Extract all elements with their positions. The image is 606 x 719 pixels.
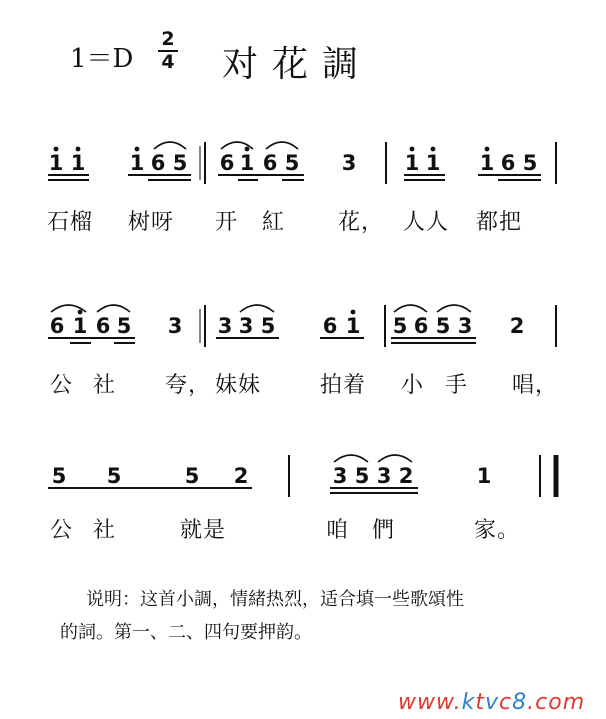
explanation-line-2: 的詞。第一、二、四句要押韵。 xyxy=(60,622,312,643)
octave-dot xyxy=(135,147,140,152)
watermark-char: o xyxy=(548,690,563,715)
note-digit: 5 xyxy=(51,464,67,488)
note-digit: 1 xyxy=(345,314,361,338)
note-digit: 6 xyxy=(262,151,278,175)
lyric-word: 夸， xyxy=(165,373,212,398)
note-digit: 6 xyxy=(95,314,111,338)
note-digit: 5 xyxy=(522,151,538,175)
note-digit: 1 xyxy=(239,151,255,175)
lyric-word: 开 xyxy=(215,210,239,235)
lyric-word: 人人 xyxy=(403,210,450,235)
song-title: 对花調 xyxy=(222,44,373,85)
note-digit: 3 xyxy=(167,314,183,338)
watermark-char: k xyxy=(461,690,476,715)
lyric-word: 公 xyxy=(50,373,74,398)
watermark-char: . xyxy=(527,690,536,715)
slur xyxy=(240,305,274,312)
lyric-word: 們 xyxy=(372,518,396,543)
note-digit: 1 xyxy=(479,151,495,175)
note-digit: 6 xyxy=(49,314,65,338)
note-digit: 2 xyxy=(398,464,414,488)
note-digit: 1 xyxy=(425,151,441,175)
note-digit: 5 xyxy=(284,151,300,175)
watermark-char: v xyxy=(484,690,500,715)
slur xyxy=(97,305,130,312)
slur xyxy=(437,305,471,312)
lyric-word: 家。 xyxy=(474,518,521,543)
note-digit: 1 xyxy=(129,151,145,175)
watermark-char: w xyxy=(417,690,436,715)
note-digit: 3 xyxy=(341,151,357,175)
time-signature-numerator: 2 xyxy=(161,28,175,50)
octave-dot xyxy=(485,147,490,152)
lyric-word: 都把 xyxy=(476,210,523,235)
lyric-word: 妹妹 xyxy=(215,373,262,398)
lyric-word: 就是 xyxy=(180,518,227,543)
lyric-word: 公 xyxy=(50,518,74,543)
note-digit: 1 xyxy=(72,314,88,338)
note-digit: 1 xyxy=(404,151,420,175)
watermark-char: 8 xyxy=(512,690,528,715)
octave-dot xyxy=(410,147,415,152)
note-digit: 3 xyxy=(376,464,392,488)
score-row-2 xyxy=(48,305,556,347)
note-digit: 6 xyxy=(150,151,166,175)
slur xyxy=(378,455,412,462)
lyric-word: 社 xyxy=(93,373,117,398)
lyric-word: 社 xyxy=(93,518,117,543)
lyric-word: 紅 xyxy=(262,210,286,235)
note-digit: 5 xyxy=(354,464,370,488)
slur xyxy=(266,142,298,149)
site-watermark xyxy=(398,690,585,715)
note-digit: 1 xyxy=(476,464,492,488)
note-digit: 6 xyxy=(322,314,338,338)
note-digit: 5 xyxy=(260,314,276,338)
explanation-note xyxy=(60,583,560,649)
note-digit: 5 xyxy=(106,464,122,488)
lyric-word: 唱， xyxy=(512,373,559,398)
explanation-line-1: 说明：这首小調，情緒热烈，适合填一些歌頌性 xyxy=(86,589,464,610)
note-digit: 5 xyxy=(184,464,200,488)
watermark-char: t xyxy=(475,690,485,715)
key-signature: 1＝D xyxy=(70,44,134,74)
note-digit: 5 xyxy=(172,151,188,175)
note-digit: 5 xyxy=(435,314,451,338)
watermark-char: . xyxy=(453,690,462,715)
lyric-word: 石榴 xyxy=(47,210,94,235)
lyric-word: 小 xyxy=(401,373,425,398)
score-row-1 xyxy=(48,142,556,184)
note-digit: 2 xyxy=(509,314,525,338)
lyric-word: 花， xyxy=(338,210,385,235)
note-digit: 1 xyxy=(70,151,86,175)
watermark-char: w xyxy=(436,690,454,715)
octave-dot xyxy=(351,310,356,315)
slur xyxy=(394,305,427,312)
octave-dot xyxy=(78,310,83,315)
note-digit: 6 xyxy=(219,151,235,175)
octave-dot xyxy=(76,147,81,152)
note-digit: 3 xyxy=(457,314,473,338)
note-digit: 3 xyxy=(217,314,233,338)
octave-dot xyxy=(54,147,59,152)
note-digit: 1 xyxy=(48,151,64,175)
slur xyxy=(334,455,368,462)
watermark-char: m xyxy=(562,690,586,715)
score-row-3 xyxy=(48,455,556,497)
note-digit: 6 xyxy=(500,151,516,175)
lyric-word: 咱 xyxy=(326,518,350,543)
lyric-word: 拍着 xyxy=(320,373,367,398)
note-digit: 6 xyxy=(413,314,429,338)
octave-dot xyxy=(245,147,250,152)
time-signature-denominator: 4 xyxy=(161,51,175,73)
watermark-char: c xyxy=(535,690,549,715)
watermark-char: w xyxy=(398,690,417,715)
note-digit: 5 xyxy=(116,314,132,338)
note-digit: 3 xyxy=(332,464,348,488)
lyric-word: 手 xyxy=(445,373,469,398)
watermark-char: c xyxy=(499,690,513,715)
octave-dot xyxy=(431,147,436,152)
slur xyxy=(154,142,186,149)
note-digit: 2 xyxy=(233,464,249,488)
lyric-word: 树呀 xyxy=(128,210,175,235)
note-digit: 5 xyxy=(392,314,408,338)
note-digit: 3 xyxy=(238,314,254,338)
